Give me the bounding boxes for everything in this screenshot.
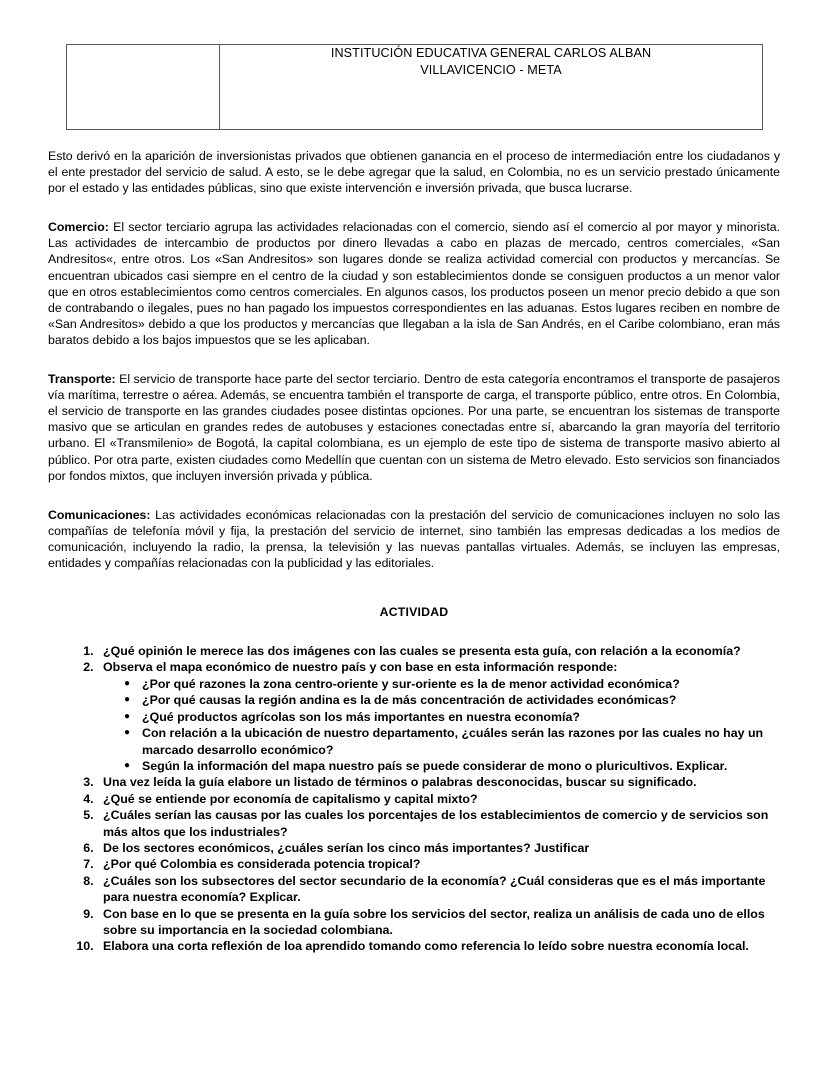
activity-item [97, 840, 780, 856]
activity-item-text: ¿Qué se entiende por economía de capitalismo y capital mixto? [103, 791, 478, 806]
paragraph-comunicaciones [48, 507, 780, 571]
comercio-label: Comercio: [48, 220, 109, 235]
bullet-icon: ● [124, 677, 131, 689]
activity-sub-item-text: Con relación a la ubicación de nuestro departamento, ¿cuáles serán las razones por las cuales no hay un marcado desarrollo económico? [142, 726, 764, 757]
transporte-label: Transporte: [48, 372, 116, 387]
activity-item-text: Con base en lo que se presenta en la guía sobre los servicios del sector, realiza un análisis de cada uno de ellos sobre su importancia en la sociedad colombiana. [103, 906, 765, 937]
activity-item [97, 873, 780, 906]
activity-sub-item [124, 692, 780, 708]
comunicaciones-text: Las actividades económicas relacionadas con la prestación del servicio de comunicaciones incluyen no solo las compañías de telefonía móvil y fija, la prestación del servicio de internet, sino también las empresas dedicadas a los medios de comunicación, incluyendo la radio, la prensa, la televisión y las nuevas pantallas virtuales. Además, se incluyen las empresas, entidades y compañías relacionadas con la publicidad y las editoriales. [48, 507, 780, 570]
activity-item-text: Observa el mapa económico de nuestro país y con base en esta información responde: [103, 660, 618, 675]
comunicaciones-label: Comunicaciones: [48, 507, 151, 522]
activity-item [97, 774, 780, 790]
bullet-icon: ● [124, 759, 131, 771]
activity-item-text: ¿Por qué Colombia es considerada potencia tropical? [103, 857, 421, 872]
institution-name: INSTITUCIÓN EDUCATIVA GENERAL CARLOS ALBAN [330, 46, 652, 60]
activity-item [97, 906, 780, 939]
activity-item [97, 856, 780, 872]
document-body [48, 148, 780, 955]
paragraph-intro-text: Esto derivó en la aparición de inversionistas privados que obtienen ganancia en el proceso de intermediación entre los ciudadanos y el ente prestador del servicio de salud. A esto, se le debe agregar que la salud, en Colombia, no es un servicio prestado únicamente por el estado y las entidades públicas, sino que existe intervención e inversión privada, que busca lucrarse. [48, 149, 780, 196]
activity-item [97, 643, 780, 659]
activity-sub-item-text: Según la información del mapa nuestro país se puede considerar de mono o pluricultivos. Explicar. [142, 758, 728, 773]
transporte-text: El servicio de transporte hace parte del sector terciario. Dentro de esta categoría encontramos el transporte de pasajeros vía marítima, terrestre o aérea. Además, se encuentra también el transporte de carga, el transporte público, entre otros. En Colombia, el servicio de transporte en las grandes ciudades posee distintas opciones. Por una parte, se encuentran los sistemas de transporte masivo que se articulan en grandes redes de autobuses y estaciones conectadas entre sí, abarcando la gran mayoría del territorio urbano. El «Transmilenio» de Bogotá, la capital colombiana, es un ejemplo de este tipo de sistema de transporte masivo abierto al público. Por otra parte, existen ciudades como Medellín que cuentan con un sistema de Metro elevado. Esto servicios son financiados por fondos mixtos, que incluyen inversión privada y pública. [48, 372, 780, 483]
activity-sub-item [124, 709, 780, 725]
header-title-cell [220, 45, 763, 130]
bullet-icon: ● [124, 710, 131, 722]
activity-sub-item [124, 676, 780, 692]
activity-item-text: ¿Cuáles serían las causas por las cuales los porcentajes de los establecimientos de comercio y de servicios son más altos que los industriales? [103, 808, 769, 839]
paragraph-intro [48, 148, 780, 196]
activity-item [97, 659, 780, 774]
document-header-table [66, 44, 763, 130]
activity-item-text: Una vez leída la guía elabore un listado de términos o palabras desconocidas, buscar su significado. [103, 775, 697, 790]
activity-item-text: De los sectores económicos, ¿cuáles serían los cinco más importantes? Justificar [103, 840, 590, 855]
header-table-row [67, 45, 763, 130]
activity-sub-item-text: ¿Por qué razones la zona centro-oriente y sur-oriente es la de menor actividad económica? [142, 676, 680, 691]
bullet-icon: ● [124, 727, 131, 739]
activity-heading: ACTIVIDAD [379, 605, 449, 620]
header-logo-cell [67, 45, 220, 130]
activity-sub-item-text: ¿Qué productos agrícolas son los más importantes en nuestra economía? [142, 709, 580, 724]
institution-location: VILLAVICENCIO - META [420, 63, 562, 77]
activity-question-list [48, 643, 780, 955]
activity-sub-item [124, 758, 780, 774]
activity-sub-item-text: ¿Por qué causas la región andina es la de más concentración de actividades económicas? [142, 693, 677, 708]
activity-item-text: Elabora una corta reflexión de loa aprendido tomando como referencia lo leído sobre nuestra economía local. [103, 939, 749, 954]
paragraph-transporte [48, 371, 780, 484]
paragraph-comercio [48, 219, 780, 348]
activity-sub-list [103, 676, 780, 774]
bullet-icon: ● [124, 694, 131, 706]
activity-item-text: ¿Qué opinión le merece las dos imágenes con las cuales se presenta esta guía, con relación a la economía? [103, 644, 741, 659]
activity-item-text: ¿Cuáles son los subsectores del sector secundario de la economía? ¿Cuál consideras que es el más importante para nuestra economía? Explicar. [103, 873, 766, 905]
activity-sub-item [124, 725, 780, 758]
activity-item [97, 938, 780, 954]
activity-item [97, 791, 780, 807]
activity-item [97, 807, 780, 840]
comercio-text: El sector terciario agrupa las actividades relacionadas con el comercio, siendo así el comercio al por mayor y minorista. Las actividades de intercambio de productos por dinero llevadas a cabo en plazas de mercado, centros comerciales, «San Andresitos«, entre otros. Los «San Andresitos» son lugares donde se realiza actividad comercial con productos y mercancías. Se encuentran ubicados casi siempre en el centro de la ciudad y son establecimientos donde se consiguen productos a un menor valor que en otros establecimientos como centros comerciales. En algunos casos, los productos poseen un menor precio debido a que son de contrabando o ilegales, pues no han pagado los impuestos correspondientes en las aduanas. Estos lugares reciben en nombre de «San Andresitos» debido a que los productos y mercancías que llegaban a la isla de San Andrés, en el Caribe colombiano, eran más baratos debido a los bajos impuestos que se les aplicaban. [48, 220, 780, 347]
